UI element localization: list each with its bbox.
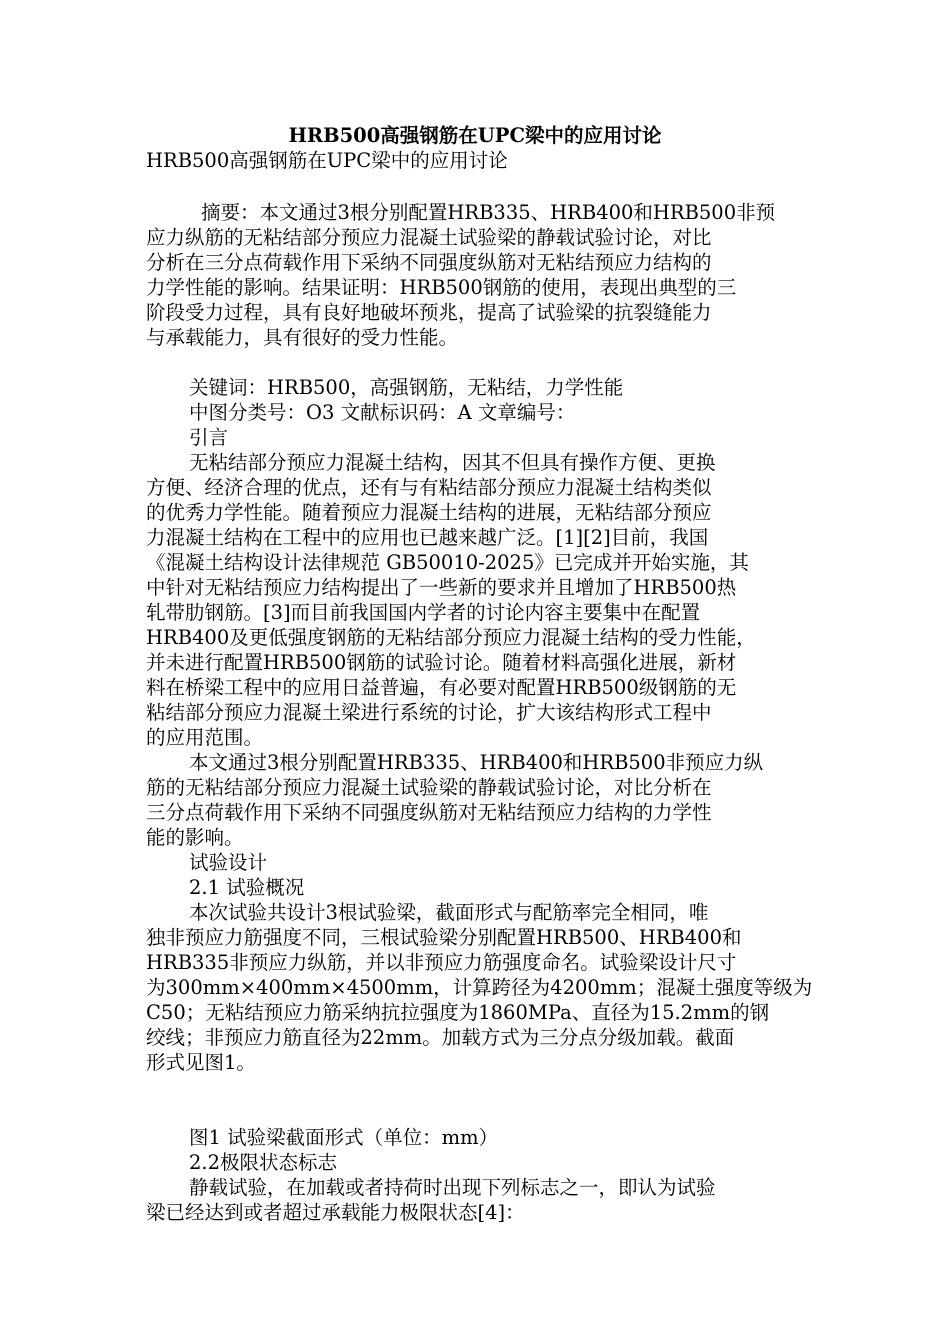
paragraph-line: 梁已经达到或者超过承载能力极限状态[4]： bbox=[146, 1201, 525, 1224]
paragraph-line: 绞线；非预应力筋直径为22mm。加载方式为三分点分级加载。截面 bbox=[146, 1026, 735, 1049]
paragraph-line: 力混凝土结构在工程中的应用也已越来越广泛。[1][2]目前，我国 bbox=[146, 526, 709, 549]
paragraph-line: 为300mm×400mm×4500mm，计算跨径为4200mm；混凝土强度等级为 bbox=[146, 976, 813, 999]
section-heading: 试验设计 bbox=[189, 851, 268, 874]
paragraph-line: 无粘结部分预应力混凝土结构，因其不但具有操作方便、更换 bbox=[189, 451, 716, 474]
paragraph-line: 轧带肋钢筋。[3]而目前我国国内学者的讨论内容主要集中在配置 bbox=[146, 601, 701, 624]
paragraph-line: 方便、经济合理的优点，还有与有粘结部分预应力混凝土结构类似 bbox=[146, 476, 712, 499]
paragraph-line: HRB335非预应力纵筋，并以非预应力筋强度命名。试验梁设计尺寸 bbox=[146, 951, 737, 974]
document-subtitle: HRB500高强钢筋在UPC梁中的应用讨论 bbox=[146, 149, 508, 172]
keywords: 关键词：HRB500，高强钢筋，无粘结，力学性能 bbox=[189, 376, 624, 399]
paragraph-line: 能的影响。 bbox=[146, 826, 244, 849]
classification: 中图分类号：O3 文献标识码：A 文章编号： bbox=[189, 401, 576, 424]
abstract-line: 分析在三分点荷载作用下采纳不同强度纵筋对无粘结预应力结构的 bbox=[146, 251, 712, 274]
abstract-line: 力学性能的影响。结果证明：HRB500钢筋的使用，表现出典型的三 bbox=[146, 276, 737, 299]
intro-heading: 引言 bbox=[189, 426, 229, 449]
paragraph-line: 筋的无粘结部分预应力混凝土试验梁的静载试验讨论，对比分析在 bbox=[146, 776, 712, 799]
paragraph-line: C50；无粘结预应力筋采纳抗拉强度为1860MPa、直径为15.2mm的钢 bbox=[146, 1001, 770, 1024]
paragraph-line: 三分点荷载作用下采纳不同强度纵筋对无粘结预应力结构的力学性 bbox=[146, 801, 712, 824]
paragraph-line: 粘结部分预应力混凝土梁进行系统的讨论，扩大该结构形式工程中 bbox=[146, 701, 712, 724]
paragraph-line: 本次试验共设计3根试验梁，截面形式与配筋率完全相同，唯 bbox=[189, 901, 709, 924]
subsection-heading: 2.2极限状态标志 bbox=[189, 1151, 338, 1174]
paragraph-line: 中针对无粘结预应力结构提出了一些新的要求并且增加了HRB500热 bbox=[146, 576, 737, 599]
paragraph-line: 本文通过3根分别配置HRB335、HRB400和HRB500非预应力纵 bbox=[189, 751, 764, 774]
paragraph-line: 静载试验，在加载或者持荷时出现下列标志之一，即认为试验 bbox=[189, 1176, 716, 1199]
paragraph-line: HRB400及更低强度钢筋的无粘结部分预应力混凝土结构的受力性能， bbox=[146, 626, 756, 649]
abstract-line: 与承载能力，具有很好的受力性能。 bbox=[146, 326, 459, 349]
abstract-line: 应力纵筋的无粘结部分预应力混凝土试验梁的静载试验讨论，对比 bbox=[146, 226, 712, 249]
paragraph-line: 形式见图1。 bbox=[146, 1051, 256, 1074]
paragraph-line: 并未进行配置HRB500钢筋的试验讨论。随着材料高强化进展，新材 bbox=[146, 651, 737, 674]
paragraph-line: 料在桥梁工程中的应用日益普遍，有必要对配置HRB500级钢筋的无 bbox=[146, 676, 737, 699]
paragraph-line: 的优秀力学性能。随着预应力混凝土结构的进展，无粘结部分预应 bbox=[146, 501, 712, 524]
paragraph-line: 的应用范围。 bbox=[146, 726, 264, 749]
document-title: HRB500高强钢筋在UPC梁中的应用讨论 bbox=[288, 124, 662, 147]
paragraph-line: 《混凝土结构设计法律规范 GB50010-2025》已完成并开始实施，其 bbox=[146, 551, 749, 574]
figure-caption: 图1 试验梁截面形式（单位：mm） bbox=[189, 1126, 499, 1149]
subsection-heading: 2.1 试验概况 bbox=[189, 876, 305, 899]
abstract-line: 摘要：本文通过3根分别配置HRB335、HRB400和HRB500非预 bbox=[201, 201, 776, 224]
paragraph-line: 独非预应力筋强度不同，三根试验梁分别配置HRB500、HRB400和 bbox=[146, 926, 742, 949]
abstract-line: 阶段受力过程，具有良好地破坏预兆，提高了试验梁的抗裂缝能力 bbox=[146, 301, 712, 324]
